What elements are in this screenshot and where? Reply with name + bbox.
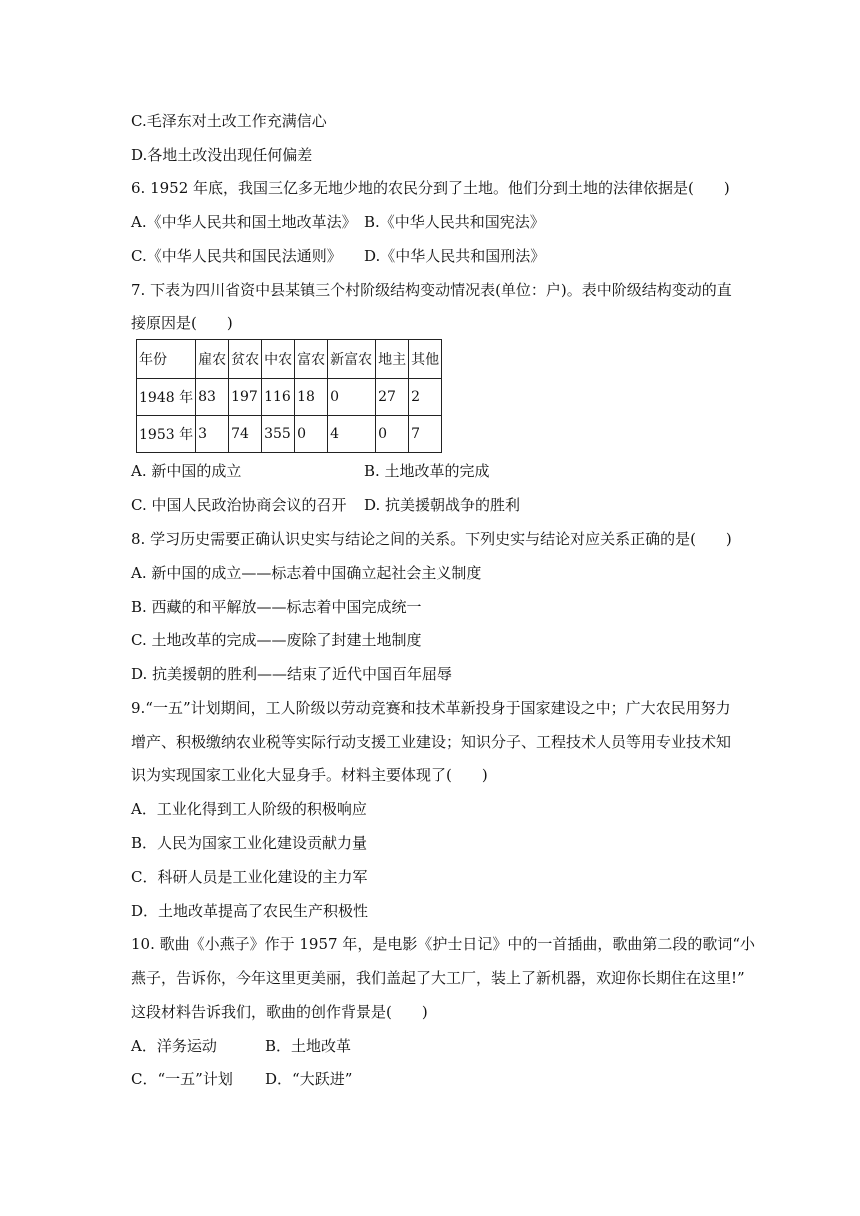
table-row: [137, 416, 442, 453]
q6-option-a: A.《中华人民共和国土地改革法》: [131, 213, 357, 231]
table-cell: 355: [262, 416, 295, 453]
table-header-cell: 地主: [376, 340, 409, 379]
q10-option-b: B．土地改革: [265, 1037, 352, 1055]
q10-options-cd: [131, 1069, 352, 1089]
table-header-cell: 贫农: [229, 340, 262, 379]
table-cell: 3: [196, 416, 229, 453]
q9-option-a: A．工业化得到工人阶级的积极响应: [131, 800, 367, 818]
q10-stem-line3: 这段材料告诉我们，歌曲的创作背景是( ): [131, 1003, 428, 1021]
q9-stem-line2: 增产、积极缴纳农业税等实际行动支援工业建设；知识分子、工程技术人员等用专业技术知: [131, 733, 732, 751]
table-header-cell: 新富农: [328, 340, 376, 379]
q8-option-d: D. 抗美援朝的胜利——结束了近代中国百年屈辱: [131, 665, 453, 683]
table-header-cell: 年份: [137, 340, 196, 379]
q9-stem-line1: 9.“一五”计划期间，工人阶级以劳动竞赛和技术革新投身于国家建设之中；广大农民用努力: [131, 699, 731, 717]
q8-option-c: C. 土地改革的完成——废除了封建土地制度: [131, 631, 422, 649]
table-cell: 1948 年: [137, 379, 196, 416]
q5-option-d: D.各地土改没出现任何偏差: [131, 146, 313, 164]
q7-stem-line1: 7. 下表为四川省资中县某镇三个村阶级结构变动情况表(单位：户)。表中阶级结构变动的直: [131, 281, 732, 299]
q10-stem-line1: 10. 歌曲《小燕子》作于 1957 年，是电影《护士日记》中的一首插曲，歌曲第二段的歌词“小: [131, 935, 756, 953]
table-cell: 1953 年: [137, 416, 196, 453]
q5-option-c: C.毛泽东对土改工作充满信心: [131, 112, 327, 130]
q7-stem-line2: 接原因是( ): [131, 314, 233, 332]
table-cell: 0: [376, 416, 409, 453]
q9-stem-line3: 识为实现国家工业化大显身手。材料主要体现了( ): [131, 766, 488, 784]
table-cell: 116: [262, 379, 295, 416]
q10-stem-line2: 燕子，告诉你，今年这里更美丽，我们盖起了大工厂，装上了新机器，欢迎你长期住在这里!”: [131, 969, 745, 987]
q6-options-cd: [131, 246, 545, 266]
table-cell: 74: [229, 416, 262, 453]
q9-option-b: B．人民为国家工业化建设贡献力量: [131, 834, 368, 852]
q6-option-d: D.《中华人民共和国刑法》: [364, 247, 546, 265]
q10-option-a: A．洋务运动: [131, 1037, 217, 1055]
table-header-row: [137, 340, 442, 379]
table-cell: 18: [295, 379, 328, 416]
q8-option-b: B. 西藏的和平解放——标志着中国完成统一: [131, 598, 422, 616]
table-cell: 4: [328, 416, 376, 453]
table-cell: 0: [328, 379, 376, 416]
q7-option-c: C. 中国人民政治协商会议的召开: [131, 496, 347, 514]
q7-options-ab: [131, 461, 490, 481]
table-cell: 83: [196, 379, 229, 416]
q9-option-c: C．科研人员是工业化建设的主力军: [131, 868, 368, 886]
table-header-cell: 雇农: [196, 340, 229, 379]
q7-option-a: A. 新中国的成立: [131, 462, 242, 480]
q6-option-c: C.《中华人民共和国民法通则》: [131, 247, 342, 265]
q6-option-b: B.《中华人民共和国宪法》: [364, 213, 545, 231]
table-header-cell: 中农: [262, 340, 295, 379]
q10-option-d: D．“大跃进”: [265, 1070, 353, 1088]
q6-stem: 6. 1952 年底，我国三亿多无地少地的农民分到了土地。他们分到土地的法律依据是( ): [131, 179, 730, 197]
q8-option-a: A. 新中国的成立——标志着中国确立起社会主义制度: [131, 564, 482, 582]
table-cell: 197: [229, 379, 262, 416]
q10-option-c: C．“一五”计划: [131, 1070, 233, 1088]
q8-stem: 8. 学习历史需要正确认识史实与结论之间的关系。下列史实与结论对应关系正确的是( ): [131, 530, 732, 548]
table-row: [137, 379, 442, 416]
q7-option-b: B. 土地改革的完成: [364, 462, 490, 480]
table-header-cell: 富农: [295, 340, 328, 379]
q7-options-cd: [131, 495, 520, 515]
q6-options-ab: [131, 212, 545, 232]
table-cell: 7: [409, 416, 442, 453]
table-cell: 2: [409, 379, 442, 416]
q9-option-d: D．土地改革提高了农民生产积极性: [131, 902, 369, 920]
q7-option-d: D. 抗美援朝战争的胜利: [364, 496, 521, 514]
table-header-cell: 其他: [409, 340, 442, 379]
table-cell: 27: [376, 379, 409, 416]
class-structure-table: [136, 339, 442, 453]
q10-options-ab: [131, 1036, 351, 1056]
table-cell: 0: [295, 416, 328, 453]
